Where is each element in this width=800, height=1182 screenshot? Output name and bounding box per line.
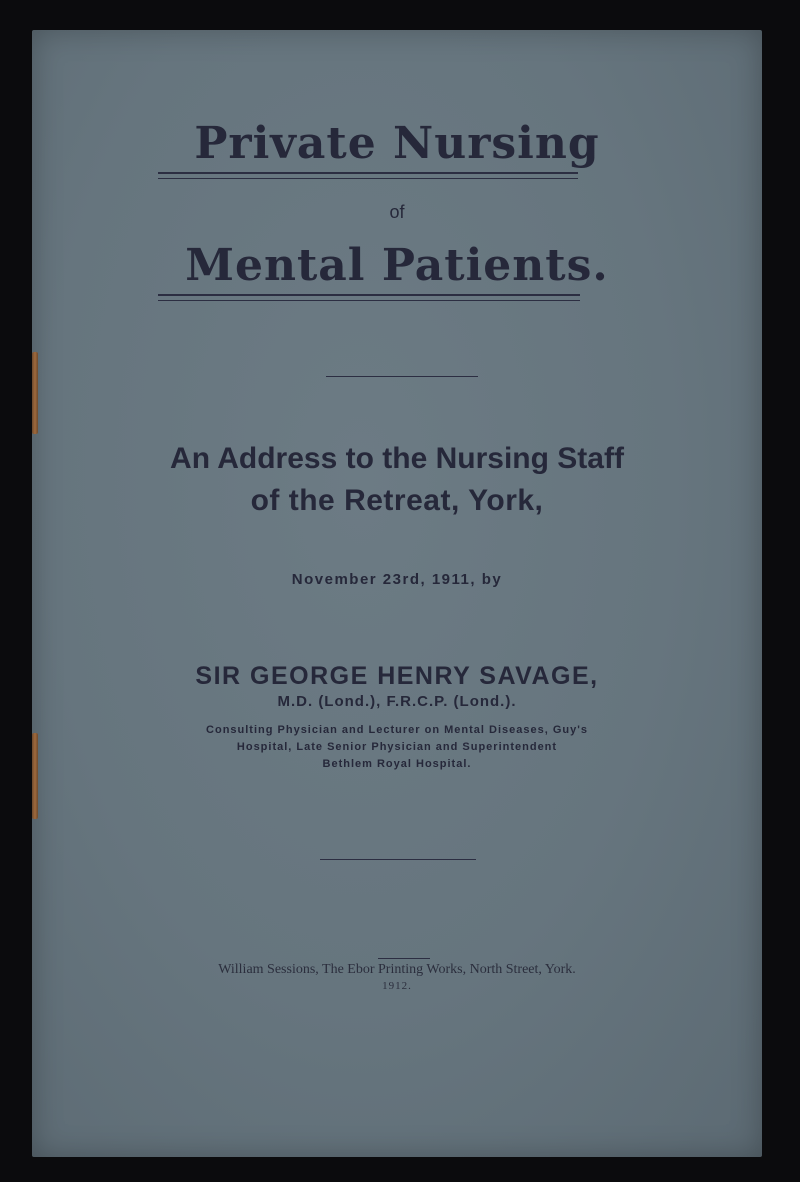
credentials-line-3: Bethlem Royal Hospital. <box>322 758 472 770</box>
staple-top <box>32 352 38 434</box>
title-line-1: Private Nursing <box>194 118 600 169</box>
address-line-1: An Address to the Nursing Staff <box>170 442 624 475</box>
author-qualifications: M.D. (Lond.), F.R.C.P. (Lond.). <box>277 693 517 710</box>
date-line: November 23rd, 1911, by <box>291 571 503 588</box>
booklet-cover <box>32 30 762 1157</box>
author-name: SIR GEORGE HENRY SAVAGE, <box>195 662 599 690</box>
divider-rule-bottom <box>320 859 476 860</box>
publication-year: 1912. <box>382 980 412 992</box>
title-underline-2 <box>158 294 580 301</box>
title-underline-1 <box>158 172 578 179</box>
author-credentials <box>32 722 762 773</box>
divider-rule-top <box>326 376 478 377</box>
title-of: of <box>389 202 405 222</box>
title-line-2: Mental Patients. <box>185 240 609 291</box>
credentials-line-1: Consulting Physician and Lecturer on Mental Diseases, Guy's <box>206 724 588 736</box>
printer-rule <box>378 958 430 959</box>
printer-imprint: William Sessions, The Ebor Printing Works, North Street, York. <box>218 962 576 977</box>
credentials-line-2: Hospital, Late Senior Physician and Superintendent <box>236 741 558 753</box>
address-line-2: of the Retreat, York, <box>250 484 544 517</box>
